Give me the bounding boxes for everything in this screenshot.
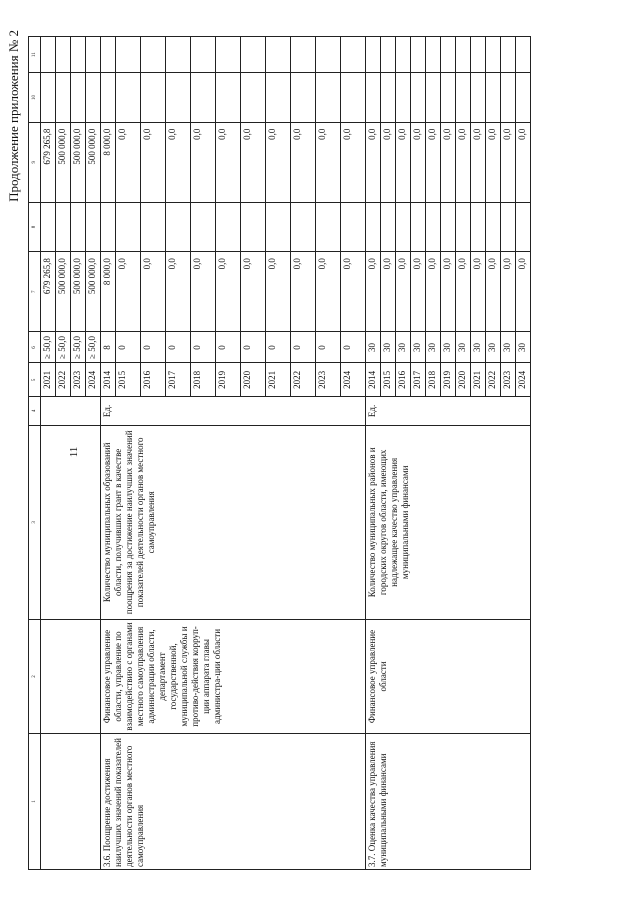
cell-col7: 0,0 <box>471 252 486 332</box>
cell-value: 30 <box>396 332 411 363</box>
cell-col9: 0,0 <box>381 122 396 202</box>
cell-col8 <box>41 202 56 251</box>
cell-col10 <box>241 73 266 122</box>
cell-col8 <box>456 202 471 251</box>
cell-col10 <box>396 73 411 122</box>
cell-value: 30 <box>486 332 501 363</box>
cell-year: 2021 <box>266 363 291 397</box>
cell-col9: 0,0 <box>141 122 166 202</box>
cell-value: 30 <box>516 332 531 363</box>
cell-col7: 0,0 <box>216 252 241 332</box>
cell-col10 <box>191 73 216 122</box>
cell-col7: 0,0 <box>291 252 316 332</box>
cell-col9: 0,0 <box>456 122 471 202</box>
header-row <box>29 37 41 870</box>
cell-col10 <box>366 73 381 122</box>
column-number: 11 <box>29 37 41 73</box>
cell-value: 30 <box>471 332 486 363</box>
cell-col7: 0,0 <box>366 252 381 332</box>
cell-col11 <box>41 37 56 73</box>
cell-year: 2022 <box>291 363 316 397</box>
cell-col9: 0,0 <box>426 122 441 202</box>
cell-col10 <box>41 73 56 122</box>
cell-col9: 500 000,0 <box>56 122 71 202</box>
cell-col7: 0,0 <box>426 252 441 332</box>
cell-value: ≥ 50,0 <box>86 332 101 363</box>
cell-value: 30 <box>381 332 396 363</box>
cell-year: 2018 <box>191 363 216 397</box>
cell-col8 <box>341 202 366 251</box>
cell-col9: 0,0 <box>366 122 381 202</box>
cell-col11 <box>116 37 141 73</box>
cell-year: 2019 <box>441 363 456 397</box>
program-table <box>28 36 531 870</box>
cell-indicator: Количество муниципальных районов и городских округов области, имеющих надлежащее качество управления муниципальными финансами <box>366 425 531 619</box>
cell-col7: 0,0 <box>411 252 426 332</box>
cell-year: 2017 <box>411 363 426 397</box>
caption: Продолжение приложения № 2 <box>6 30 21 202</box>
cell-col9: 0,0 <box>166 122 191 202</box>
cell-col10 <box>71 73 86 122</box>
cell-name <box>41 733 101 869</box>
cell-col11 <box>411 37 426 73</box>
cell-col9: 8 000,0 <box>101 122 116 202</box>
cell-col8 <box>381 202 396 251</box>
cell-col11 <box>486 37 501 73</box>
cell-col7: 8 000,0 <box>101 252 116 332</box>
cell-col7: 679 265,8 <box>41 252 56 332</box>
column-number: 4 <box>29 397 41 426</box>
cell-col10 <box>456 73 471 122</box>
cell-year: 2019 <box>216 363 241 397</box>
cell-col10 <box>316 73 341 122</box>
cell-col9: 0,0 <box>116 122 141 202</box>
cell-executor <box>41 619 101 733</box>
cell-value: 0 <box>316 332 341 363</box>
cell-col10 <box>291 73 316 122</box>
cell-value: 0 <box>116 332 141 363</box>
cell-col7: 0,0 <box>516 252 531 332</box>
cell-value: 0 <box>141 332 166 363</box>
cell-col8 <box>411 202 426 251</box>
cell-col11 <box>341 37 366 73</box>
cell-col9: 0,0 <box>341 122 366 202</box>
cell-value: 8 <box>101 332 116 363</box>
cell-col7: 0,0 <box>316 252 341 332</box>
cell-col9: 0,0 <box>411 122 426 202</box>
cell-value: 0 <box>191 332 216 363</box>
cell-col8 <box>471 202 486 251</box>
cell-year: 2023 <box>501 363 516 397</box>
cell-value: 0 <box>241 332 266 363</box>
cell-col7: 0,0 <box>191 252 216 332</box>
cell-col7: 0,0 <box>266 252 291 332</box>
table-row <box>41 37 56 870</box>
cell-col9: 500 000,0 <box>86 122 101 202</box>
cell-value: 30 <box>441 332 456 363</box>
cell-executor: Финансовое управление области <box>366 619 531 733</box>
cell-value: 0 <box>166 332 191 363</box>
cell-col10 <box>86 73 101 122</box>
cell-col11 <box>141 37 166 73</box>
cell-value: 30 <box>501 332 516 363</box>
cell-col9: 0,0 <box>441 122 456 202</box>
cell-value: ≥ 50,0 <box>71 332 86 363</box>
cell-col11 <box>166 37 191 73</box>
cell-col11 <box>241 37 266 73</box>
cell-col7: 0,0 <box>396 252 411 332</box>
column-number: 8 <box>29 202 41 251</box>
cell-col11 <box>86 37 101 73</box>
cell-value: 0 <box>266 332 291 363</box>
cell-year: 2015 <box>116 363 141 397</box>
cell-year: 2014 <box>366 363 381 397</box>
table-row <box>101 37 116 870</box>
cell-col11 <box>366 37 381 73</box>
cell-value: ≥ 50,0 <box>41 332 56 363</box>
cell-year: 2021 <box>41 363 56 397</box>
cell-col11 <box>291 37 316 73</box>
cell-col8 <box>426 202 441 251</box>
cell-col10 <box>441 73 456 122</box>
cell-col7: 500 000,0 <box>56 252 71 332</box>
cell-col7: 0,0 <box>501 252 516 332</box>
cell-col8 <box>316 202 341 251</box>
cell-executor: Финансовое управление области, управление по взаимодействию с органами местного самоуправления администрации области, департамент государственной, муниципальной службы и противо-действия корруп-ции аппарата главы администра-ции области <box>101 619 366 733</box>
cell-unit: Ед. <box>366 397 531 426</box>
cell-col8 <box>141 202 166 251</box>
cell-value: 30 <box>366 332 381 363</box>
cell-col7: 0,0 <box>441 252 456 332</box>
cell-col8 <box>516 202 531 251</box>
cell-col8 <box>216 202 241 251</box>
rotated-page <box>0 22 588 884</box>
cell-value: ≥ 50,0 <box>56 332 71 363</box>
cell-col8 <box>101 202 116 251</box>
column-number: 2 <box>29 619 41 733</box>
cell-col11 <box>471 37 486 73</box>
cell-col10 <box>101 73 116 122</box>
cell-col9: 0,0 <box>501 122 516 202</box>
cell-value: 0 <box>341 332 366 363</box>
cell-col8 <box>241 202 266 251</box>
cell-year: 2023 <box>316 363 341 397</box>
cell-year: 2021 <box>471 363 486 397</box>
cell-year: 2023 <box>71 363 86 397</box>
cell-col9: 0,0 <box>316 122 341 202</box>
cell-year: 2014 <box>101 363 116 397</box>
cell-col10 <box>516 73 531 122</box>
cell-col8 <box>71 202 86 251</box>
cell-col8 <box>266 202 291 251</box>
cell-measure-name: 3.6. Поощрение достижения наилучших значений показателей деятельности органов местного самоуправления <box>101 733 366 869</box>
cell-col11 <box>426 37 441 73</box>
cell-year: 2020 <box>241 363 266 397</box>
column-number: 9 <box>29 122 41 202</box>
cell-col8 <box>486 202 501 251</box>
cell-col8 <box>86 202 101 251</box>
cell-year: 2022 <box>486 363 501 397</box>
cell-unit <box>41 397 101 426</box>
cell-indicator <box>41 425 101 619</box>
cell-col7: 0,0 <box>166 252 191 332</box>
cell-value: 30 <box>456 332 471 363</box>
cell-col7: 0,0 <box>381 252 396 332</box>
cell-col11 <box>441 37 456 73</box>
cell-col11 <box>266 37 291 73</box>
cell-col9: 0,0 <box>471 122 486 202</box>
cell-col10 <box>116 73 141 122</box>
cell-col10 <box>486 73 501 122</box>
cell-col11 <box>71 37 86 73</box>
cell-col10 <box>216 73 241 122</box>
cell-col8 <box>396 202 411 251</box>
cell-year: 2024 <box>341 363 366 397</box>
cell-year: 2017 <box>166 363 191 397</box>
cell-col10 <box>501 73 516 122</box>
cell-year: 2024 <box>86 363 101 397</box>
cell-value: 0 <box>216 332 241 363</box>
cell-col10 <box>471 73 486 122</box>
cell-measure-name: 3.7. Оценка качества управления муниципальными финансами <box>366 733 531 869</box>
cell-col7: 500 000,0 <box>86 252 101 332</box>
cell-col10 <box>426 73 441 122</box>
cell-year: 2015 <box>381 363 396 397</box>
column-number: 10 <box>29 73 41 122</box>
cell-col11 <box>101 37 116 73</box>
cell-col11 <box>316 37 341 73</box>
table-row <box>366 37 381 870</box>
cell-col8 <box>441 202 456 251</box>
cell-indicator: Количество муниципальных образований области, получивших грант в качестве поощрения за достижение наилучших значений показателей деятельности органов местного самоуправления <box>101 425 366 619</box>
cell-unit: Ед. <box>101 397 366 426</box>
column-number: 5 <box>29 363 41 397</box>
cell-col10 <box>56 73 71 122</box>
cell-col7: 0,0 <box>141 252 166 332</box>
cell-col9: 0,0 <box>241 122 266 202</box>
cell-col7: 500 000,0 <box>71 252 86 332</box>
cell-col7: 0,0 <box>116 252 141 332</box>
column-number: 7 <box>29 252 41 332</box>
cell-year: 2016 <box>396 363 411 397</box>
cell-col10 <box>266 73 291 122</box>
cell-col8 <box>191 202 216 251</box>
cell-col9: 0,0 <box>216 122 241 202</box>
cell-col10 <box>141 73 166 122</box>
cell-col8 <box>56 202 71 251</box>
cell-col11 <box>516 37 531 73</box>
cell-col11 <box>396 37 411 73</box>
column-number: 6 <box>29 332 41 363</box>
cell-value: 0 <box>291 332 316 363</box>
cell-col10 <box>166 73 191 122</box>
column-number: 3 <box>29 425 41 619</box>
cell-col7: 0,0 <box>486 252 501 332</box>
page-number: 11 <box>68 446 80 458</box>
cell-col8 <box>501 202 516 251</box>
cell-value: 30 <box>426 332 441 363</box>
cell-year: 2020 <box>456 363 471 397</box>
cell-col7: 0,0 <box>241 252 266 332</box>
cell-col9: 500 000,0 <box>71 122 86 202</box>
cell-col9: 0,0 <box>486 122 501 202</box>
cell-col9: 0,0 <box>396 122 411 202</box>
cell-col11 <box>456 37 471 73</box>
cell-year: 2024 <box>516 363 531 397</box>
cell-col8 <box>116 202 141 251</box>
cell-col10 <box>411 73 426 122</box>
cell-value: 30 <box>411 332 426 363</box>
cell-col9: 0,0 <box>191 122 216 202</box>
cell-col9: 0,0 <box>266 122 291 202</box>
cell-year: 2018 <box>426 363 441 397</box>
cell-col8 <box>366 202 381 251</box>
cell-col7: 0,0 <box>456 252 471 332</box>
cell-col11 <box>501 37 516 73</box>
cell-year: 2022 <box>56 363 71 397</box>
cell-col11 <box>191 37 216 73</box>
cell-col10 <box>381 73 396 122</box>
cell-col11 <box>56 37 71 73</box>
cell-col10 <box>341 73 366 122</box>
cell-col9: 679 265,8 <box>41 122 56 202</box>
cell-year: 2016 <box>141 363 166 397</box>
cell-col9: 0,0 <box>516 122 531 202</box>
cell-col8 <box>291 202 316 251</box>
cell-col7: 0,0 <box>341 252 366 332</box>
cell-col11 <box>216 37 241 73</box>
cell-col8 <box>166 202 191 251</box>
cell-col9: 0,0 <box>291 122 316 202</box>
cell-col11 <box>381 37 396 73</box>
column-number: 1 <box>29 733 41 869</box>
